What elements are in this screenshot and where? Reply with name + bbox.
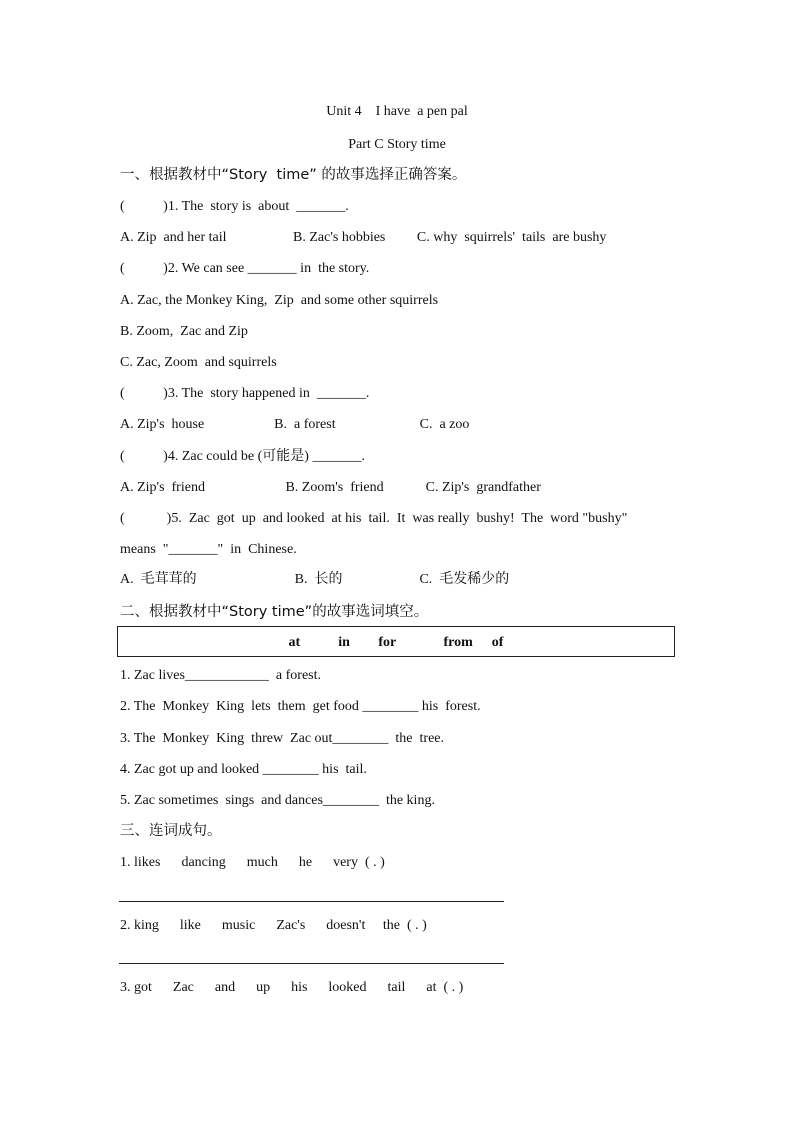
fill-sentence-1: 1. Zac lives____________ a forest.: [120, 668, 322, 683]
fill-sentence-3: 3. The Monkey King threw Zac out________ the tree.: [120, 731, 445, 746]
question-3-stem: ( )3. The story happened in _______.: [120, 386, 370, 401]
section3-heading: 三、连词成句。: [120, 823, 222, 839]
fill-sentence-2: 2. The Monkey King lets them get food ________ his forest.: [120, 699, 481, 714]
question-2-stem: ( )2. We can see _______ in the story.: [120, 261, 370, 276]
answer-line-2: [119, 963, 504, 964]
question-5-options: A. 毛茸茸的 B. 长的 C. 毛发稀少的: [120, 572, 510, 587]
question-1-stem: ( )1. The story is about _______.: [120, 199, 349, 214]
answer-line-1: [119, 901, 504, 902]
question-4-stem: ( )4. Zac could be (可能是) _______.: [120, 449, 365, 464]
question-2-option-a: A. Zac, the Monkey King, Zip and some other squirrels: [120, 293, 439, 308]
question-2-option-b: B. Zoom, Zac and Zip: [120, 324, 248, 339]
question-3-options: A. Zip's house B. a forest C. a zoo: [120, 417, 470, 432]
section1-heading: 一、根据教材中“Story time” 的故事选择正确答案。: [120, 167, 467, 183]
scramble-item-3: 3. got Zac and up his looked tail at ( . ): [120, 980, 464, 995]
unit-title: Unit 4 I have a pen pal: [326, 104, 468, 119]
question-2-option-c: C. Zac, Zoom and squirrels: [120, 355, 277, 370]
part-subtitle: Part C Story time: [348, 137, 446, 152]
question-5-stem: ( )5. Zac got up and looked at his tail. It was really bushy! The word "bushy": [120, 511, 628, 526]
scramble-item-2: 2. king like music Zac's doesn't the ( . ): [120, 918, 427, 933]
scramble-item-1: 1. likes dancing much he very ( . ): [120, 855, 385, 870]
question-5-stem-cont: means "_______" in Chinese.: [120, 542, 297, 557]
word-bank: at in for from of: [117, 626, 675, 657]
question-4-options: A. Zip's friend B. Zoom's friend C. Zip's grandfather: [120, 480, 541, 495]
question-1-options: A. Zip and her tail B. Zac's hobbies C. why squirrels' tails are bushy: [120, 230, 607, 245]
fill-sentence-5: 5. Zac sometimes sings and dances________ the king.: [120, 793, 435, 808]
fill-sentence-4: 4. Zac got up and looked ________ his tail.: [120, 762, 367, 777]
section2-heading: 二、根据教材中“Story time”的故事选词填空。: [120, 604, 429, 620]
